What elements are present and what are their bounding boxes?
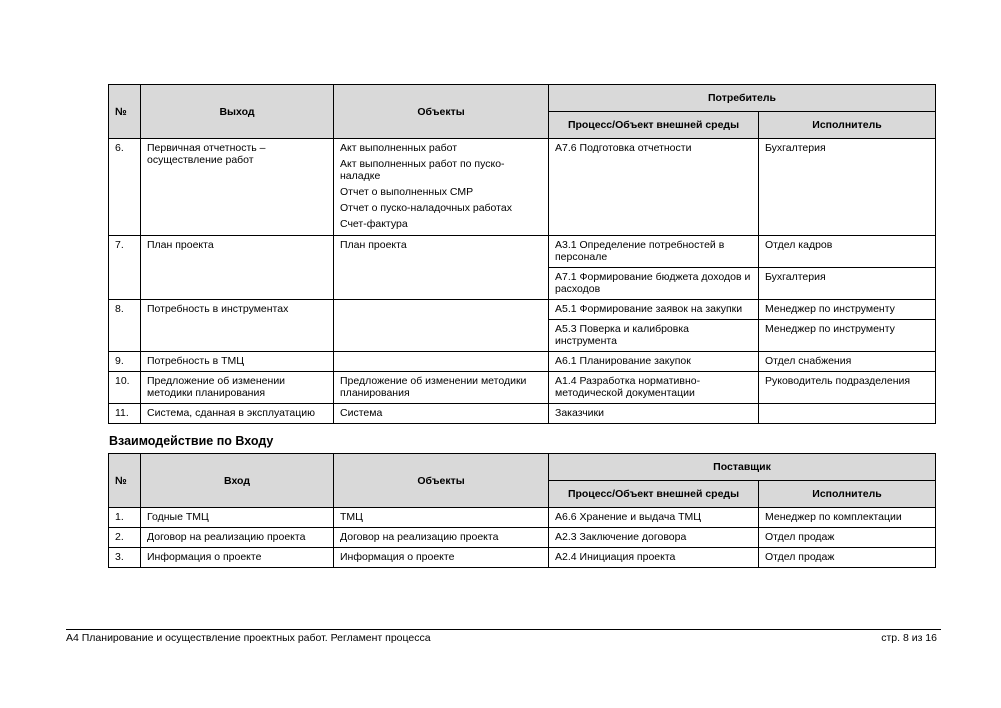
row-objects: [334, 352, 549, 372]
header-performer: Исполнитель: [759, 481, 936, 508]
object-item: Отчет о пуско-наладочных работах: [340, 202, 512, 214]
row-process: А3.1 Определение потребностей в персонале: [549, 236, 759, 268]
row-objects: Договор на реализацию проекта: [334, 528, 549, 548]
object-item: Акт выполненных работ: [340, 142, 458, 154]
header-process: Процесс/Объект внешней среды: [549, 112, 759, 139]
header-consumer: Потребитель: [549, 85, 936, 112]
row-num: 10.: [109, 372, 141, 404]
row-input: Договор на реализацию проекта: [141, 528, 334, 548]
header-input: Вход: [141, 454, 334, 508]
row-process: А5.1 Формирование заявок на закупки: [549, 300, 759, 320]
table-row: [109, 528, 936, 548]
header-num: №: [109, 454, 141, 508]
footer-divider: [66, 629, 941, 630]
row-objects: [334, 300, 549, 352]
table-row: [109, 139, 936, 236]
row-num: 11.: [109, 404, 141, 424]
row-process: А5.3 Поверка и калибровка инструмента: [549, 320, 759, 352]
header-performer: Исполнитель: [759, 112, 936, 139]
row-output: Потребность в инструментах: [141, 300, 334, 352]
row-output: Первичная отчетность – осуществление работ: [141, 139, 334, 236]
row-performer: Отдел кадров: [759, 236, 936, 268]
table-row: [109, 548, 936, 568]
row-process: А7.6 Подготовка отчетности: [549, 139, 759, 236]
row-process: А6.1 Планирование закупок: [549, 352, 759, 372]
row-performer: Отдел продаж: [759, 548, 936, 568]
row-num: 9.: [109, 352, 141, 372]
row-performer: Менеджер по инструменту: [759, 320, 936, 352]
row-num: 3.: [109, 548, 141, 568]
row-objects: Информация о проекте: [334, 548, 549, 568]
row-num: 6.: [109, 139, 141, 236]
header-output: Выход: [141, 85, 334, 139]
table-row: [109, 404, 936, 424]
row-num: 7.: [109, 236, 141, 300]
row-process: А1.4 Разработка нормативно-методической документации: [549, 372, 759, 404]
row-objects: Предложение об изменении методики планирования: [334, 372, 549, 404]
row-num: 8.: [109, 300, 141, 352]
row-num: 1.: [109, 508, 141, 528]
row-performer: Бухгалтерия: [759, 139, 936, 236]
row-process: А6.6 Хранение и выдача ТМЦ: [549, 508, 759, 528]
row-performer: [759, 404, 936, 424]
object-item: Счет-фактура: [340, 218, 408, 230]
row-output: Предложение об изменении методики планирования: [141, 372, 334, 404]
row-performer: Руководитель подразделения: [759, 372, 936, 404]
row-process: Заказчики: [549, 404, 759, 424]
row-objects: ТМЦ: [334, 508, 549, 528]
row-performer: Бухгалтерия: [759, 268, 936, 300]
table-row: [109, 352, 936, 372]
footer-page-number: стр. 8 из 16: [881, 632, 937, 644]
row-input: Годные ТМЦ: [141, 508, 334, 528]
footer-document-title: А4 Планирование и осуществление проектных работ. Регламент процесса: [66, 632, 431, 644]
table-row: [109, 236, 936, 268]
object-item: Отчет о выполненных СМР: [340, 186, 474, 198]
header-process: Процесс/Объект внешней среды: [549, 481, 759, 508]
row-output: Потребность в ТМЦ: [141, 352, 334, 372]
object-item: Акт выполненных работ по пуско-наладке: [340, 158, 505, 182]
header-objects: Объекты: [334, 454, 549, 508]
row-process: А2.4 Инициация проекта: [549, 548, 759, 568]
row-process: А7.1 Формирование бюджета доходов и расходов: [549, 268, 759, 300]
table-row: [109, 508, 936, 528]
header-objects: Объекты: [334, 85, 549, 139]
row-num: 2.: [109, 528, 141, 548]
row-performer: Отдел снабжения: [759, 352, 936, 372]
row-objects: [334, 139, 549, 236]
table-row: [109, 300, 936, 320]
section-title: Взаимодействие по Входу: [109, 434, 274, 448]
row-input: Информация о проекте: [141, 548, 334, 568]
row-output: План проекта: [141, 236, 334, 300]
row-performer: Менеджер по инструменту: [759, 300, 936, 320]
header-supplier: Поставщик: [549, 454, 936, 481]
output-interaction-table: [108, 84, 936, 424]
row-objects: Система: [334, 404, 549, 424]
row-performer: Менеджер по комплектации: [759, 508, 936, 528]
row-output: Система, сданная в эксплуатацию: [141, 404, 334, 424]
row-process: А2.3 Заключение договора: [549, 528, 759, 548]
header-num: №: [109, 85, 141, 139]
table-row: [109, 372, 936, 404]
row-performer: Отдел продаж: [759, 528, 936, 548]
input-interaction-table: [108, 453, 936, 568]
row-objects: План проекта: [334, 236, 549, 300]
